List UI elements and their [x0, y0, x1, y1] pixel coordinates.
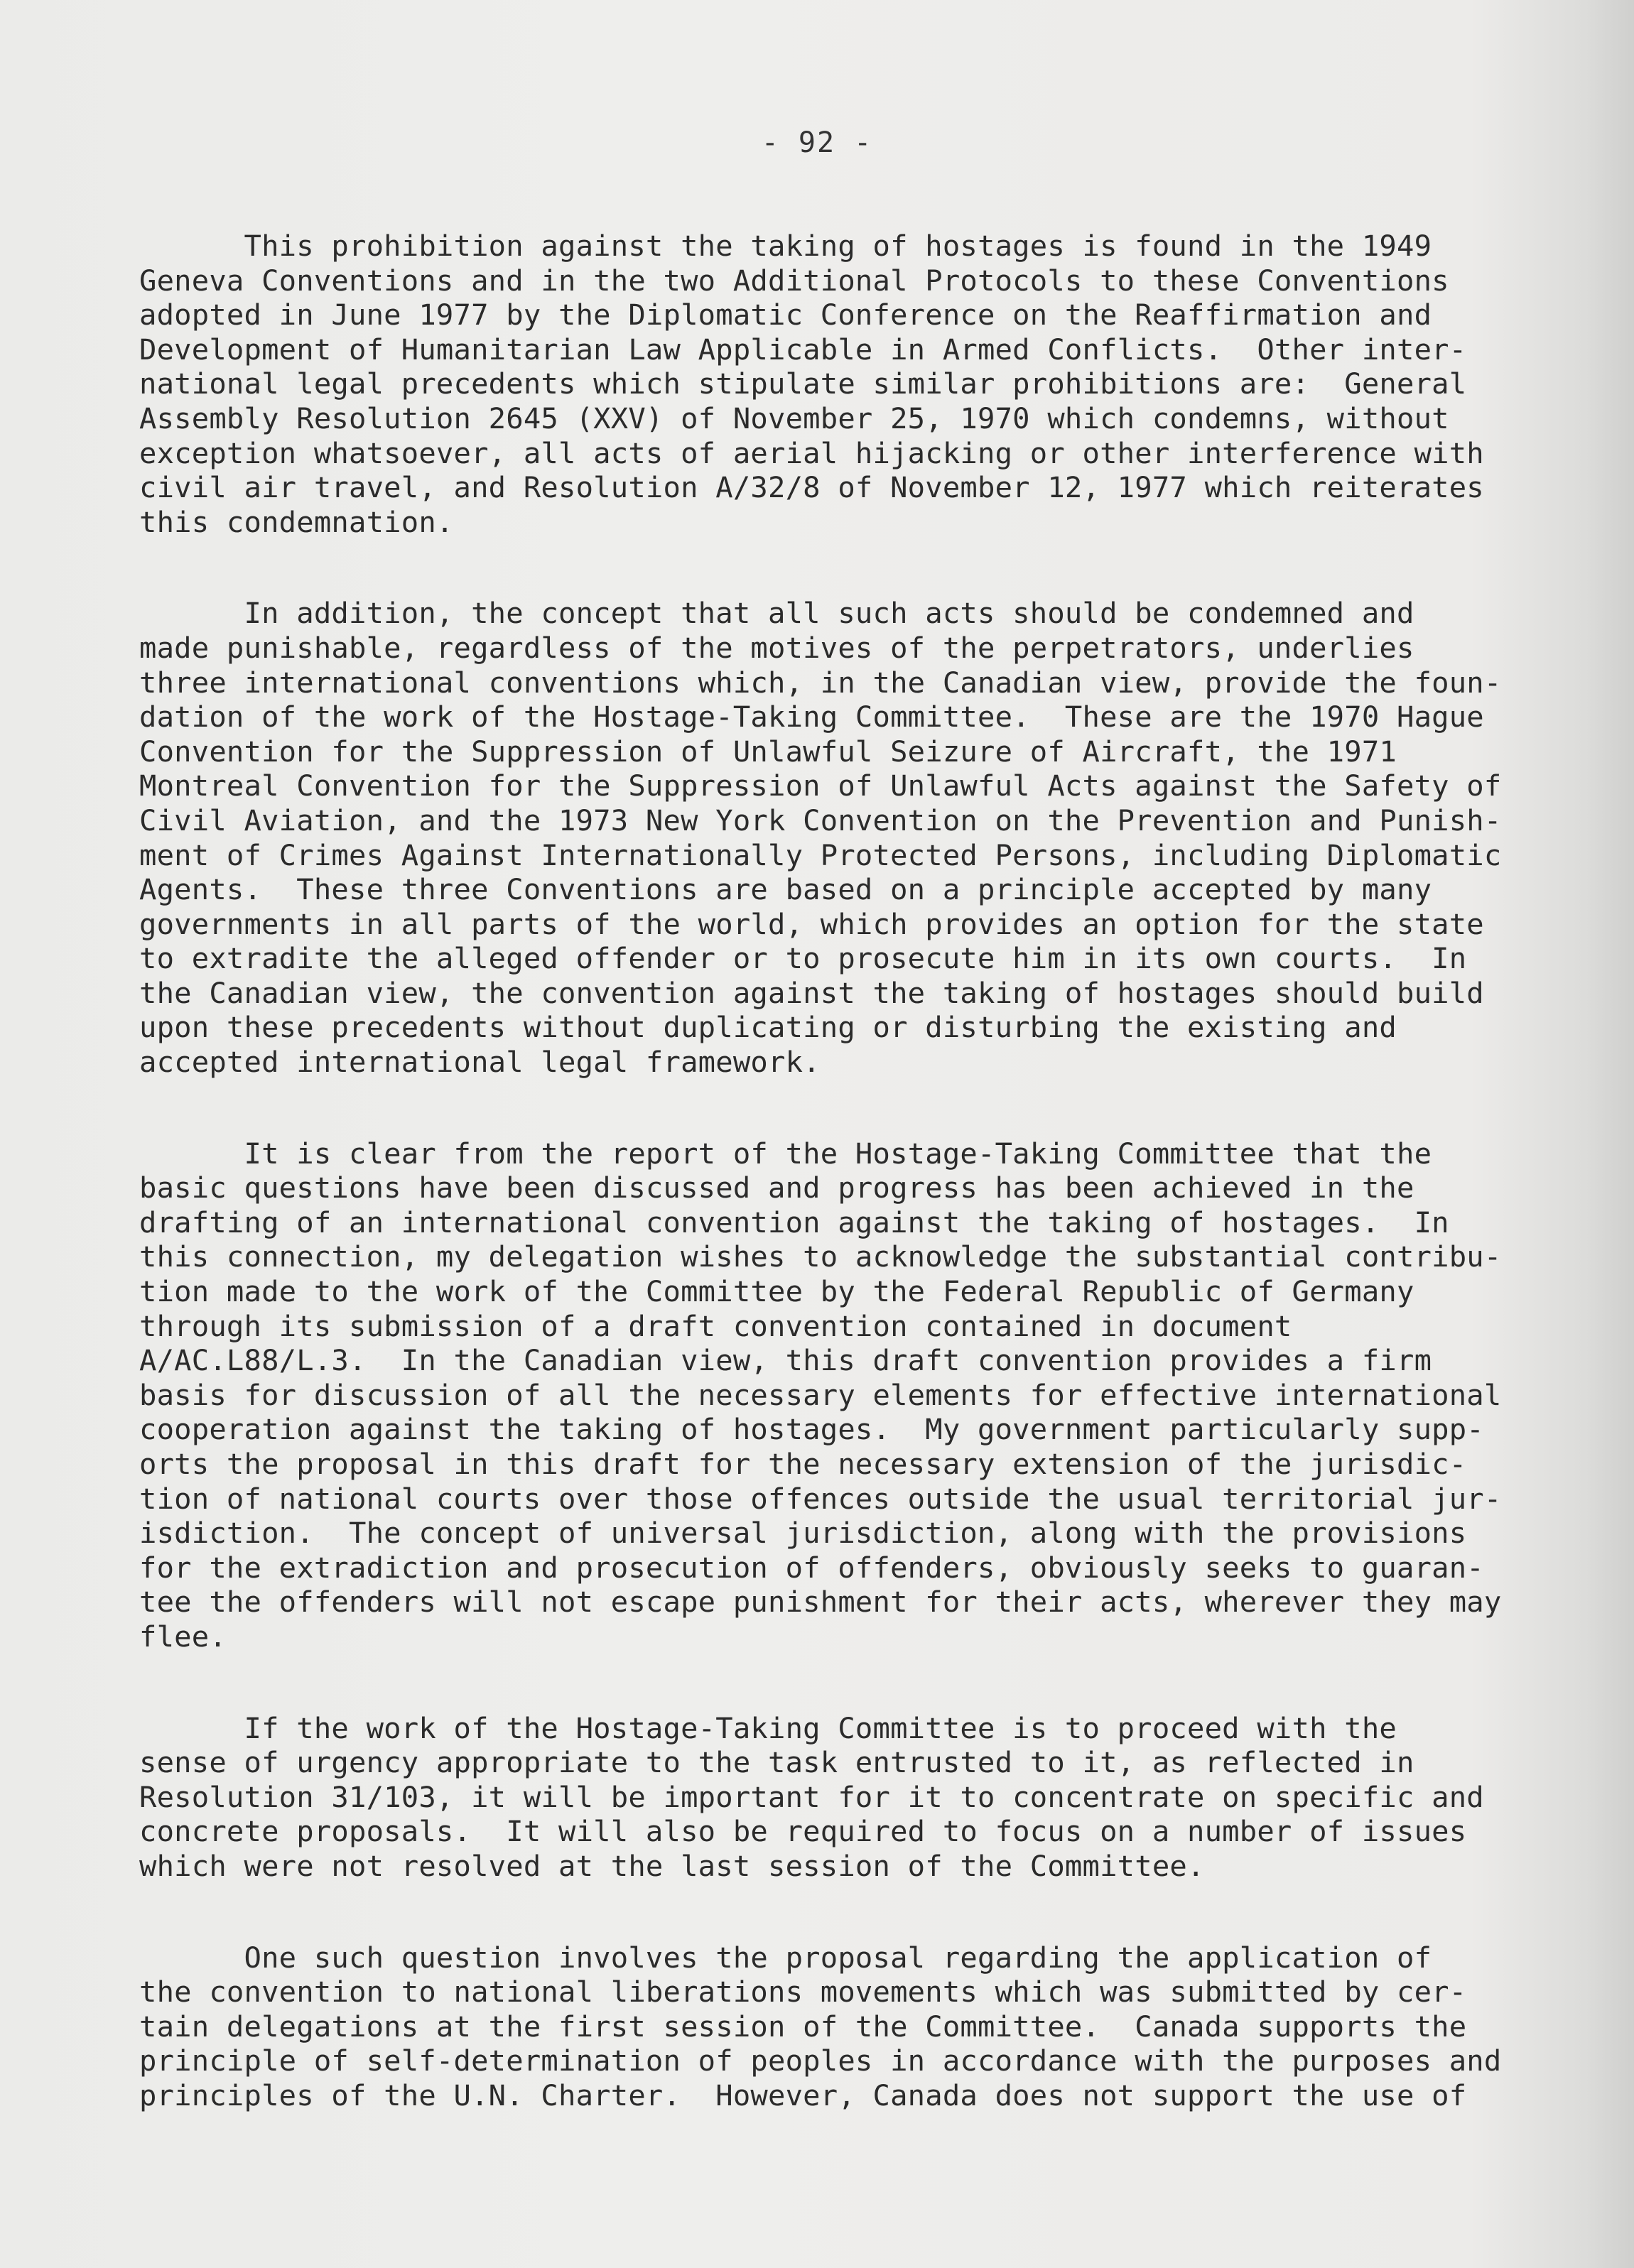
text-line: dation of the work of the Hostage-Taking Committee. These are the 1970 Hague	[139, 700, 1484, 734]
paragraph	[139, 1136, 1532, 1654]
paragraph	[139, 229, 1532, 539]
text-line: which were not resolved at the last session of the Committee.	[139, 1848, 1205, 1883]
text-line: accepted international legal framework.	[139, 1045, 821, 1080]
text-line: sense of urgency appropriate to the task entrusted to it, as reflected in	[139, 1745, 1414, 1780]
text-line: ment of Crimes Against Internationally Protected Persons, including Diplomatic	[139, 837, 1502, 872]
text-line: this connection, my delegation wishes to acknowledge the substantial contribu-	[139, 1239, 1502, 1274]
text-line: adopted in June 1977 by the Diplomatic Conference on the Reaffirmation and	[139, 298, 1432, 332]
text-line: Geneva Conventions and in the two Additional Protocols to these Conventions	[139, 263, 1449, 298]
text-line: orts the proposal in this draft for the necessary extension of the jurisdic-	[139, 1447, 1467, 1481]
text-line: Assembly Resolution 2645 (XXV) of November 25, 1970 which condemns, without	[139, 401, 1449, 435]
text-line: tain delegations at the first session of the Committee. Canada supports the	[139, 2009, 1467, 2044]
text-line: tion made to the work of the Committee by the Federal Republic of Germany	[139, 1274, 1414, 1309]
text-line: Resolution 31/103, it will be important for it to concentrate on specific and	[139, 1779, 1484, 1814]
page-number: - 92 -	[761, 126, 873, 159]
text-line: to extradite the alleged offender or to prosecute him in its own courts. In	[139, 941, 1467, 976]
text-line: national legal precedents which stipulate similar prohibitions are: General	[139, 367, 1467, 401]
text-line: upon these precedents without duplicating or disturbing the existing and	[139, 1010, 1397, 1045]
text-line: made punishable, regardless of the motives of the perpetrators, underlies	[139, 630, 1414, 665]
text-line: flee.	[139, 1619, 227, 1654]
text-line: principle of self-determination of peoples in accordance with the purposes and	[139, 2044, 1502, 2078]
text-line: tee the offenders will not escape punishment for their acts, wherever they may	[139, 1585, 1502, 1619]
text-line: exception whatsoever, all acts of aerial hijacking or other interference with	[139, 435, 1484, 470]
text-line: If the work of the Hostage-Taking Committee is to proceed with the	[139, 1710, 1397, 1745]
text-line: concrete proposals. It will also be required to focus on a number of issues	[139, 1814, 1467, 1849]
text-line: Montreal Convention for the Suppression of Unlawful Acts against the Safety of	[139, 769, 1502, 803]
text-line: basis for discussion of all the necessary elements for effective international	[139, 1377, 1502, 1412]
text-line: tion of national courts over those offences outside the usual territorial jur-	[139, 1481, 1502, 1516]
text-line: cooperation against the taking of hostages. My government particularly supp-	[139, 1412, 1484, 1447]
text-line: civil air travel, and Resolution A/32/8 of November 12, 1977 which reiterates	[139, 470, 1484, 505]
text-line: principles of the U.N. Charter. However, Canada does not support the use of	[139, 2078, 1467, 2112]
paragraph	[139, 1711, 1532, 1884]
document-body	[139, 229, 1532, 2170]
text-line: A/AC.L88/L.3. In the Canadian view, this draft convention provides a firm	[139, 1343, 1432, 1378]
text-line: this condemnation.	[139, 504, 454, 539]
text-line: Convention for the Suppression of Unlawful Seizure of Aircraft, the 1971	[139, 734, 1397, 769]
text-line: the convention to national liberations movements which was submitted by cer-	[139, 1975, 1467, 2009]
text-line: governments in all parts of the world, which provides an option for the state	[139, 906, 1484, 941]
paragraph	[139, 596, 1532, 1079]
text-line: three international conventions which, in the Canadian view, provide the foun-	[139, 665, 1502, 700]
text-line: basic questions have been discussed and progress has been achieved in the	[139, 1171, 1414, 1205]
text-line: the Canadian view, the convention against the taking of hostages should build	[139, 975, 1484, 1010]
text-line: through its submission of a draft convention contained in document	[139, 1308, 1292, 1343]
text-line: This prohibition against the taking of hostages is found in the 1949	[139, 229, 1432, 263]
text-line: It is clear from the report of the Hostage-Taking Committee that the	[139, 1136, 1432, 1171]
text-line: for the extradiction and prosecution of offenders, obviously seeks to guaran-	[139, 1550, 1484, 1585]
text-line: drafting of an international convention against the taking of hostages. In	[139, 1205, 1449, 1239]
text-line: isdiction. The concept of universal jurisdiction, along with the provisions	[139, 1516, 1467, 1551]
text-line: Development of Humanitarian Law Applicable in Armed Conflicts. Other inter-	[139, 332, 1467, 367]
paragraph	[139, 1941, 1532, 2113]
text-line: Agents. These three Conventions are based on a principle accepted by many	[139, 872, 1432, 907]
text-line: One such question involves the proposal regarding the application of	[139, 1940, 1432, 1975]
text-line: Civil Aviation, and the 1973 New York Convention on the Prevention and Punish-	[139, 803, 1502, 837]
text-line: In addition, the concept that all such acts should be condemned and	[139, 596, 1414, 631]
